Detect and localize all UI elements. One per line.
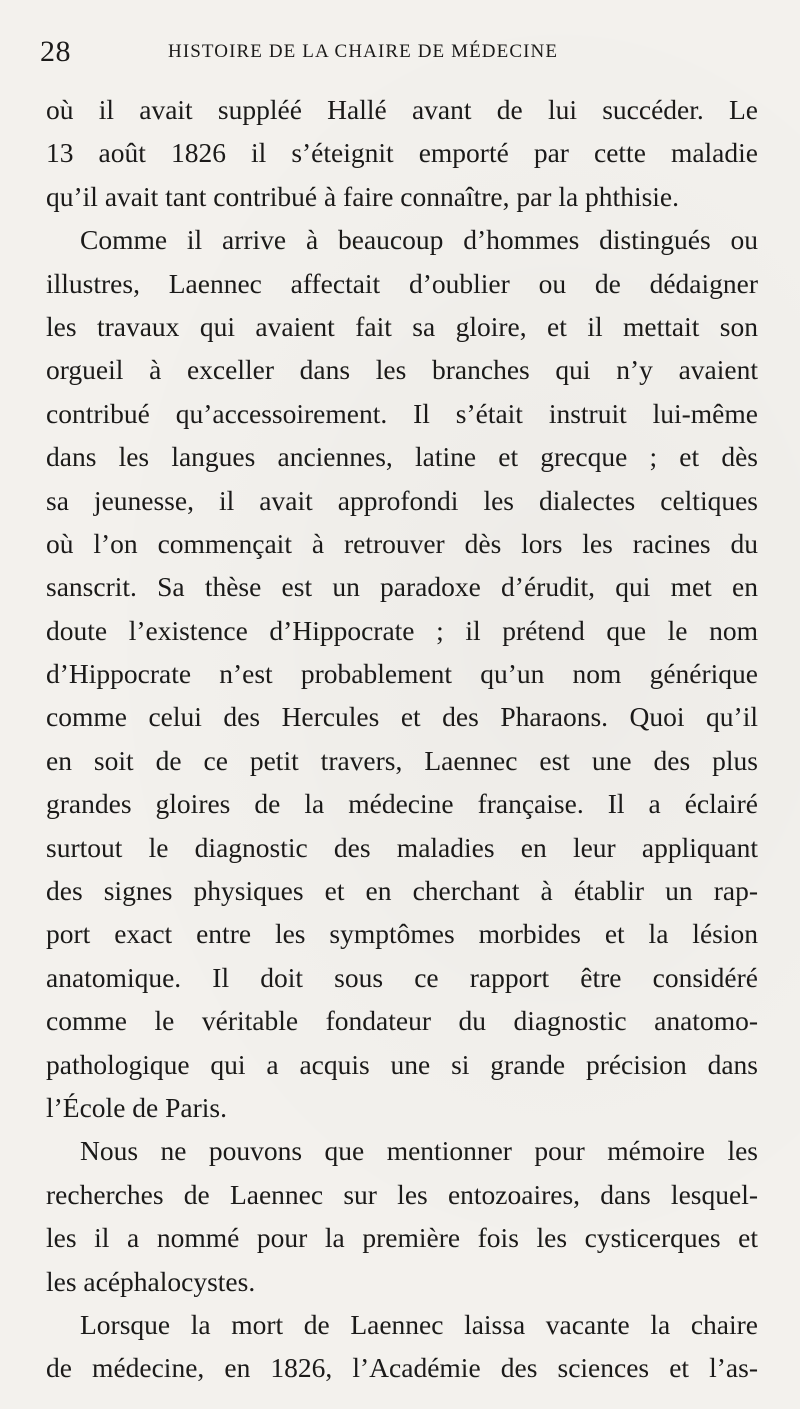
text-line: surtout le diagnostic des maladies en leur appliquant [46, 831, 758, 863]
text-line: les travaux qui avaient fait sa gloire, et il mettait son [46, 310, 758, 342]
text-line: grandes gloires de la médecine française. Il a éclairé [46, 788, 758, 820]
text-line: des signes physiques et en cherchant à établir un rap- [46, 875, 758, 907]
text-line: orgueil à exceller dans les branches qui n’y avaient [46, 354, 758, 386]
text-line: Comme il arrive à beaucoup d’hommes distingués ou [80, 224, 758, 256]
text-line: l’École de Paris. [46, 1091, 227, 1123]
text-line: d’Hippocrate n’est probablement qu’un nom générique [46, 658, 758, 690]
text-line: doute l’existence d’Hippocrate ; il prétend que le nom [46, 614, 758, 646]
text-line: port exact entre les symptômes morbides et la lésion [46, 918, 758, 950]
text-line: 13 août 1826 il s’éteignit emporté par cette maladie [46, 137, 758, 169]
text-line: dans les langues anciennes, latine et grecque ; et dès [46, 441, 758, 473]
text-line: les il a nommé pour la première fois les cysticerques et [46, 1222, 758, 1254]
text-line: comme le véritable fondateur du diagnostic anatomo- [46, 1005, 758, 1037]
text-line: qu’il avait tant contribué à faire connaître, par la phthisie. [46, 180, 680, 212]
text-line: contribué qu’accessoirement. Il s’était instruit lui-même [46, 397, 758, 429]
text-line: de médecine, en 1826, l’Académie des sciences et l’as- [46, 1352, 758, 1384]
text-line: anatomique. Il doit sous ce rapport être considéré [46, 961, 758, 993]
text-line: sanscrit. Sa thèse est un paradoxe d’érudit, qui met en [46, 571, 758, 603]
body-text [46, 88, 758, 1390]
text-line: Lorsque la mort de Laennec laissa vacante la chaire [80, 1308, 758, 1340]
text-line: illustres, Laennec affectait d’oublier ou de dédaigner [46, 267, 758, 299]
text-line: où l’on commençait à retrouver dès lors les racines du [46, 527, 758, 559]
text-line: comme celui des Hercules et des Pharaons. Quoi qu’il [46, 701, 758, 733]
text-line: recherches de Laennec sur les entozoaires, dans lesquel- [46, 1178, 758, 1210]
text-line: en soit de ce petit travers, Laennec est une des plus [46, 744, 758, 776]
text-line: pathologique qui a acquis une si grande précision dans [46, 1048, 758, 1080]
running-head: HISTOIRE DE LA CHAIRE DE MÉDECINE [168, 41, 559, 62]
text-line: où il avait suppléé Hallé avant de lui succéder. Le [46, 94, 758, 125]
text-line: Nous ne pouvons que mentionner pour mémoire les [80, 1135, 758, 1167]
page-header [40, 34, 760, 70]
text-line: les acéphalocystes. [46, 1265, 256, 1297]
page-number: 28 [40, 35, 71, 68]
text-line: sa jeunesse, il avait approfondi les dialectes celtiques [46, 484, 758, 516]
